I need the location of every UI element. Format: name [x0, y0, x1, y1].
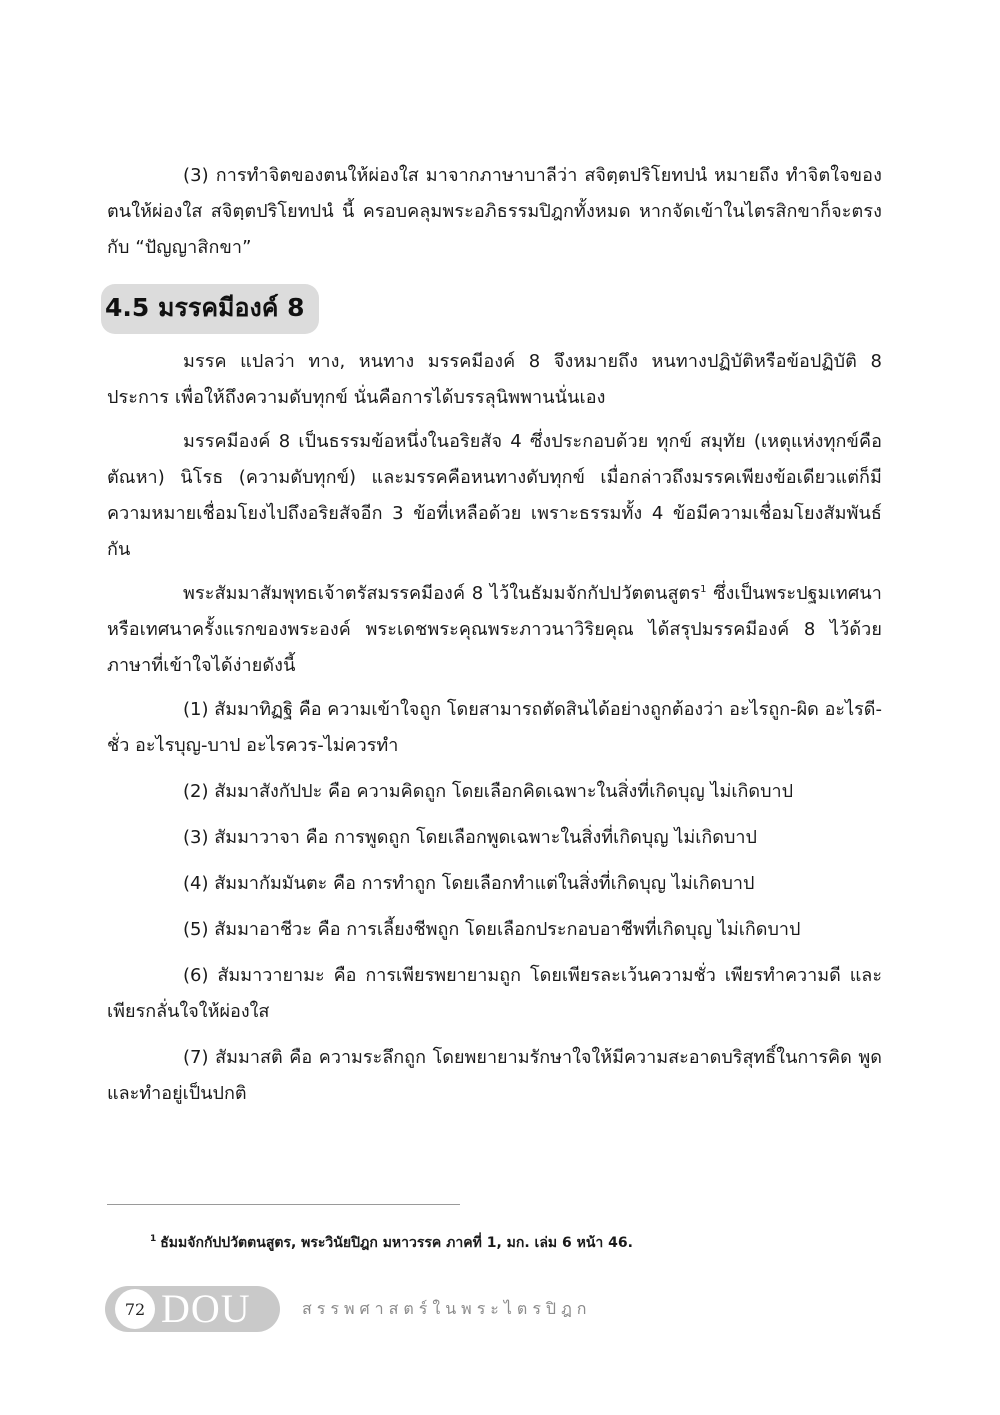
- list-item: (1) สัมมาทิฏฐิ คือ ความเข้าใจถูก โดยสามารถตัดสินได้อย่างถูกต้องว่า อะไรถูก-ผิด อะไรดี-ชั่ว อะไรบุญ-บาป อะไรควร-ไม่ควรทำ: [107, 699, 882, 756]
- footnote-divider: [107, 1204, 460, 1205]
- footnote-text: ธัมมจักกัปปวัตตนสูตร, พระวินัยปิฎก มหาวรรค ภาคที่ 1, มก. เล่ม 6 หน้า 46.: [160, 1235, 633, 1251]
- list-item: (5) สัมมาอาชีวะ คือ การเลี้ยงชีพถูก โดยเลือกประกอบอาชีพที่เกิดบุญ ไม่เกิดบาป: [183, 919, 801, 940]
- paragraph-buddha-teaching: [107, 576, 882, 684]
- page-number: 72: [115, 1289, 155, 1329]
- footnote-reference[interactable]: 1: [700, 584, 707, 595]
- book-title: สรรพศาสตร์ในพระไตรปิฎก: [302, 1298, 592, 1318]
- page-footer: [105, 1285, 592, 1333]
- list-item: (4) สัมมากัมมันตะ คือ การทำถูก โดยเลือกทำแต่ในสิ่งที่เกิดบุญ ไม่เกิดบาป: [183, 873, 755, 894]
- footer-badge: [105, 1286, 280, 1332]
- paragraph-magga-meaning: มรรค แปลว่า ทาง, หนทาง มรรคมีองค์ 8 จึงหมายถึง หนทางปฏิบัติหรือข้อปฏิบัติ 8 ประการ เพื่อให้ถึงความดับทุกข์ นั่นคือการได้บรรลุนิพพานนั่นเอง: [107, 351, 882, 408]
- list-item: (6) สัมมาวายามะ คือ การเพียรพยายามถูก โดยเพียรละเว้นความชั่ว เพียรทำความดี และเพียรกลั่นใจให้ผ่องใส: [107, 965, 882, 1022]
- buddha-text-after-ref: ซึ่งเป็นพระปฐมเทศนาหรือเทศนาครั้งแรกของพระองค์ พระเดชพระคุณพระภาวนาวิริยคุณ ได้สรุปมรรคมีองค์ 8 ไว้ด้วยภาษาที่เข้าใจได้ง่ายดังนี้: [107, 583, 882, 676]
- page-body: [107, 158, 882, 1122]
- paragraph-ariyasacca: มรรคมีองค์ 8 เป็นธรรมข้อหนึ่งในอริยสัจ 4 ซึ่งประกอบด้วย ทุกข์ สมุทัย (เหตุแห่งทุกข์คือตัณหา) นิโรธ (ความดับทุกข์) และมรรคคือหนทางดับทุกข์ เมื่อกล่าวถึงมรรคเพียงข้อเดียวแต่ก็มีความหมายเชื่อมโยงไปถึงอริยสัจอีก 3 ข้อที่เหลือด้วย เพราะธรรมทั้ง 4 ข้อมีความเชื่อมโยงสัมพันธ์กัน: [107, 431, 882, 560]
- footnote-marker: 1: [150, 1234, 157, 1245]
- section-heading: 4.5 มรรคมีองค์ 8: [101, 284, 319, 334]
- list-item: (2) สัมมาสังกัปปะ คือ ความคิดถูก โดยเลือกคิดเฉพาะในสิ่งที่เกิดบุญ ไม่เกิดบาป: [183, 781, 794, 802]
- brand-logo: DOU: [161, 1286, 251, 1331]
- footnote: [150, 1232, 633, 1254]
- buddha-text-before-ref: พระสัมมาสัมพุทธเจ้าตรัสมรรคมีองค์ 8 ไว้ในธัมมจักกัปปวัตตนสูตร: [183, 583, 701, 604]
- list-item: (3) สัมมาวาจา คือ การพูดถูก โดยเลือกพูดเฉพาะในสิ่งที่เกิดบุญ ไม่เกิดบาป: [183, 827, 757, 848]
- intro-paragraph: (3) การทำจิตของตนให้ผ่องใส มาจากภาษาบาลีว่า สจิตฺตปริโยทปนํ หมายถึง ทำจิตใจของตนให้ผ่องใส สจิตฺตปริโยทปนํ นี้ ครอบคลุมพระอภิธรรมปิฎกทั้งหมด หากจัดเข้าในไตรสิกขาก็จะตรงกับ “ปัญญาสิกขา”: [107, 165, 882, 258]
- list-item: (7) สัมมาสติ คือ ความระลึกถูก โดยพยายามรักษาใจให้มีความสะอาดบริสุทธิ์ในการคิด พูด และทำอยู่เป็นปกติ: [107, 1047, 882, 1104]
